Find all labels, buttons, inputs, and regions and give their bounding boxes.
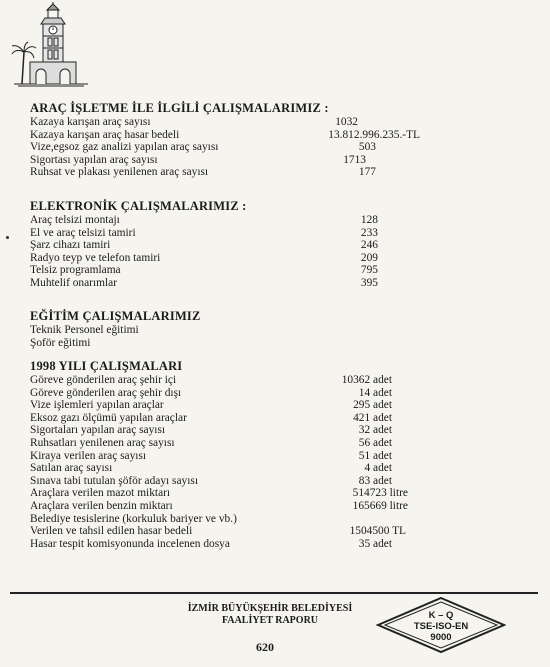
table-row: Sınava tabi tutulan şöför adayı sayısı 83 adet: [30, 474, 392, 487]
list-item: Araç telsizi montajı 128: [30, 214, 378, 226]
table-row: Belediye tesislerine (korkuluk bariyer ve vb.): [30, 512, 237, 525]
list-item: Teknik Personel eğitimi: [30, 324, 139, 336]
table-row: Göreve gönderilen araç şehir içi 10362 adet: [30, 374, 392, 386]
list-item: Radyo teyp ve telefon tamiri 209: [30, 251, 378, 264]
table-row: Eksoz gazı ölçümü yapılan araçlar 421 adet: [30, 411, 392, 424]
table-row: Ruhsatları yenilenen araç sayısı 56 adet: [30, 436, 392, 449]
section-heading: ARAÇ İŞLETME İLE İLGİLİ ÇALIŞMALARIMIZ :: [30, 101, 329, 115]
section-heading: ELEKTRONİK ÇALIŞMALARIMIZ :: [30, 199, 247, 213]
table-row: Araçlara verilen mazot miktarı 514723 litre: [30, 487, 408, 500]
list-item: Şoför eğitimi: [30, 336, 91, 349]
page-number: 620: [256, 640, 274, 654]
year-1998-section: [30, 359, 450, 550]
list-item: Ruhsat ve plakası yenilenen araç sayısı 177: [30, 166, 376, 179]
table-row: Vize işlemleri yapılan araçlar 295 adet: [30, 399, 392, 412]
table-row: Hasar tespit komisyonunda incelenen dosya 35 adet: [30, 537, 392, 550]
quality-badge: K – Q TSE-ISO-EN 9000: [376, 596, 506, 654]
list-item: Şarz cihazı tamiri 246: [30, 239, 378, 252]
list-item: Vize,egsoz gaz analizi yapılan araç sayısı 503: [30, 141, 376, 154]
section-heading: EĞİTİM ÇALIŞMALARIMIZ: [30, 309, 201, 323]
section-heading: 1998 YILI ÇALIŞMALARI: [30, 359, 183, 373]
list-item: Telsiz programlama 795: [30, 264, 378, 277]
list-item: Kazaya karışan araç hasar bedeli 13.812.996.235.-TL: [30, 128, 420, 141]
footer-divider: [10, 592, 538, 594]
table-row: Verilen ve tahsil edilen hasar bedeli 1504500 TL: [30, 525, 406, 538]
clock-tower-icon: [10, 2, 90, 88]
list-item: Kazaya karışan araç sayısı 1032: [30, 116, 358, 128]
table-row: Araçlara verilen benzin miktarı 165669 litre: [30, 499, 408, 512]
training-section: [30, 309, 450, 349]
table-row: Satılan araç sayısı 4 adet: [30, 462, 392, 475]
table-row: Sigortaları yapılan araç sayısı 32 adet: [30, 424, 392, 437]
margin-dot: [6, 236, 9, 239]
vehicle-operations-section: [30, 101, 450, 179]
list-item: El ve araç telsizi tamiri 233: [30, 226, 378, 239]
table-row: Kiraya verilen araç sayısı 51 adet: [30, 449, 392, 462]
footer-org-title: İZMİR BÜYÜKŞEHİR BELEDİYESİ FAALİYET RAPORU: [187, 603, 353, 626]
list-item: Sigortası yapılan araç sayısı 1713: [30, 153, 366, 166]
electronic-section: [30, 199, 450, 290]
table-row: Göreve gönderilen araç şehir dışı 14 adet: [30, 386, 392, 399]
list-item: Muhtelif onarımlar 395: [30, 276, 378, 289]
